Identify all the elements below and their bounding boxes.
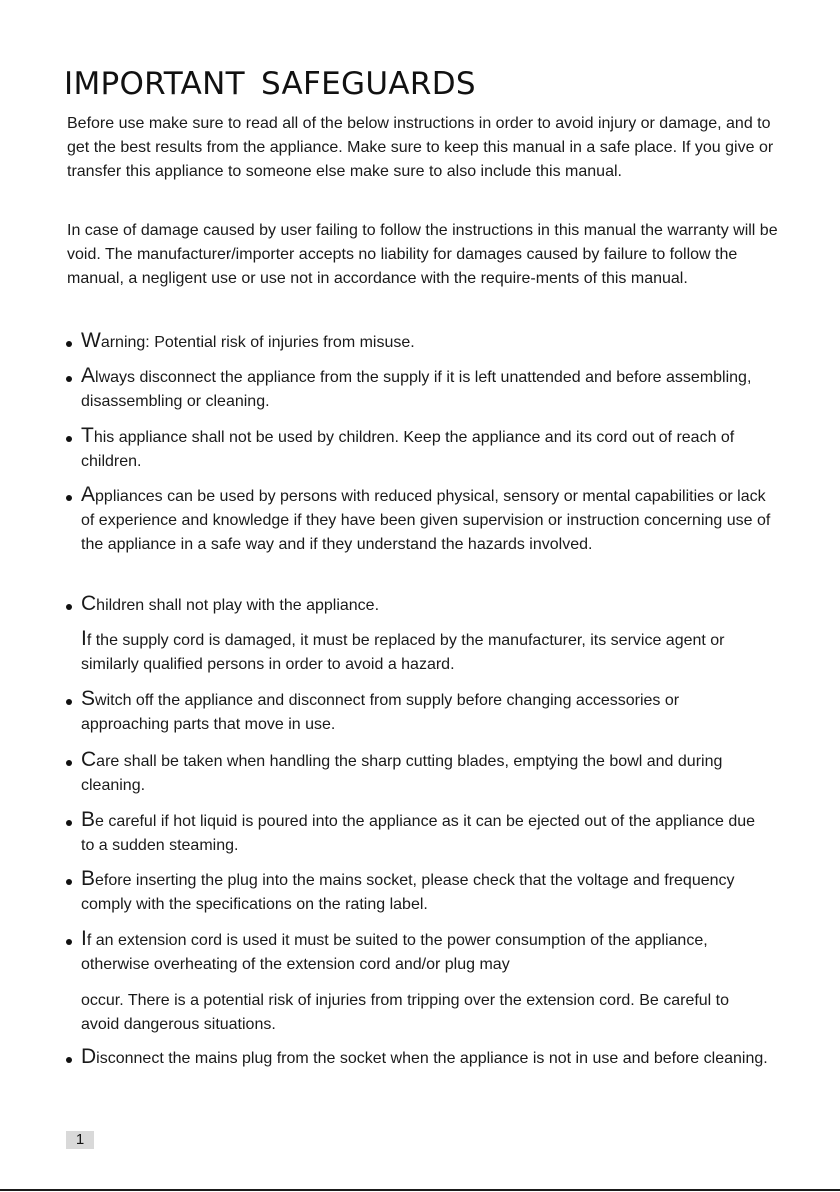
list-item: Appliances can be used by persons with reduced physical, sensory or mental capabilities or lack of experience and knowledge if they have been given supervision or instruction concerning use of the appliance in a safe way and if they understand the hazards involved. — [81, 485, 771, 557]
warranty-paragraph: In case of damage caused by user failing to follow the instructions in this manual the warranty will be void. The manufacturer/importer accepts no liability for damages caused by failure to follow the manual, a negligent use or use not in accordance with the require-ments of this manual. — [67, 222, 778, 287]
bullet-icon — [66, 604, 72, 610]
bullet-icon — [66, 879, 72, 885]
list-item: If the supply cord is damaged, it must be replaced by the manufacturer, its service agent or similarly qualified persons in order to avoid a hazard. — [81, 627, 725, 673]
list-item: Children shall not play with the appliance. — [81, 594, 771, 618]
list-item: This appliance shall not be used by children. Keep the appliance and its cord out of reach of children. — [81, 426, 771, 474]
bullet-icon — [66, 699, 72, 705]
list-item: Always disconnect the appliance from the supply if it is left unattended and before assembling, disassembling or cleaning. — [81, 366, 771, 414]
page-number: 1 — [66, 1131, 94, 1149]
bullet-icon — [66, 1057, 72, 1063]
list-item: Disconnect the mains plug from the socket when the appliance is not in use and before cleaning. — [81, 1047, 771, 1071]
intro-paragraph: Before use make sure to read all of the below instructions in order to avoid injury or damage, and to get the best results from the appliance. Make sure to keep this manual in a safe place. If you give or transfer this appliance to someone else make sure to also include this manual. — [67, 115, 774, 180]
list-item: Care shall be taken when handling the sharp cutting blades, emptying the bowl and during cleaning. — [81, 750, 771, 798]
bullet-icon — [66, 495, 72, 501]
bullet-icon — [66, 760, 72, 766]
bullet-icon — [66, 939, 72, 945]
list-item: If an extension cord is used it must be suited to the power consumption of the appliance, otherwise overheating of the extension cord and/or plug may — [81, 929, 771, 977]
bullet-icon — [66, 341, 72, 347]
bullet-icon — [66, 376, 72, 382]
bullet-icon — [66, 820, 72, 826]
page-title: IMPORTANT SAFEGUARDS — [64, 66, 476, 102]
list-item: Warning: Potential risk of injuries from misuse. — [81, 331, 771, 355]
list-item: occur. There is a potential risk of injuries from tripping over the extension cord. Be careful to avoid dangerous situations. — [81, 992, 730, 1033]
page-divider — [0, 1189, 840, 1191]
list-item: Switch off the appliance and disconnect from supply before changing accessories or approaching parts that move in use. — [81, 689, 771, 737]
list-item: Before inserting the plug into the mains socket, please check that the voltage and frequency comply with the specifications on the rating label. — [81, 869, 771, 917]
bullet-icon — [66, 436, 72, 442]
list-item: Be careful if hot liquid is poured into the appliance as it can be ejected out of the appliance due to a sudden steaming. — [81, 810, 771, 858]
